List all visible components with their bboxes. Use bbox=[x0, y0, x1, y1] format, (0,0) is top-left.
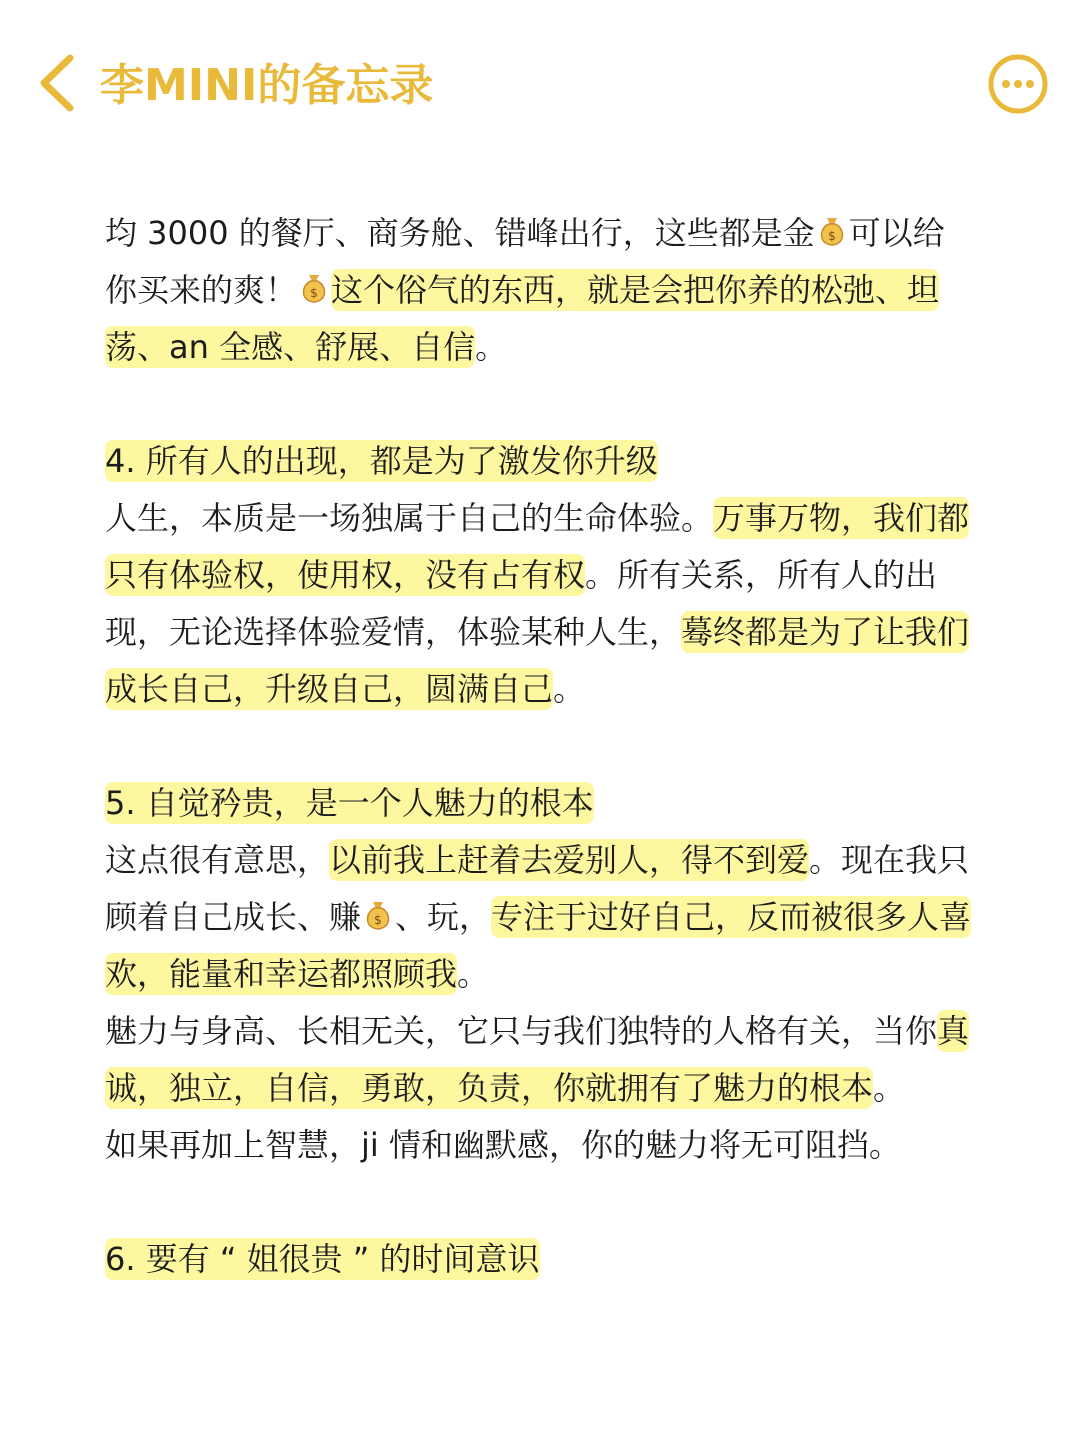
svg-text:$: $ bbox=[827, 229, 836, 243]
money-bag-icon bbox=[299, 271, 329, 305]
paragraph-charm bbox=[105, 1003, 975, 1117]
spacer bbox=[105, 718, 975, 775]
text-segment: 。 bbox=[873, 1069, 906, 1107]
page-title: 李MINI的备忘录 bbox=[100, 60, 434, 111]
money-bag-icon bbox=[363, 898, 393, 932]
text-segment: 、玩， bbox=[395, 898, 492, 936]
heading-text: 4. 所有人的出现，都是为了激发你升级 bbox=[105, 442, 658, 480]
paragraph-money bbox=[105, 205, 975, 376]
highlighted-text: 真诚，独立，自信，勇敢，负责，你就拥有了魅力的根本 bbox=[105, 1012, 970, 1107]
text-segment: 。现在我只顾着自己成长、赚 bbox=[105, 841, 970, 936]
text-segment: 。 bbox=[553, 670, 586, 708]
spacer bbox=[105, 1174, 975, 1231]
section-heading-5 bbox=[105, 775, 975, 832]
money-bag-icon bbox=[817, 214, 847, 248]
chevron-left-icon bbox=[34, 52, 80, 114]
section-heading-4 bbox=[105, 433, 975, 490]
spacer bbox=[105, 376, 975, 433]
text-segment: 。所有关系，所有人的出现，无论选择体验爱情，体验某种人生， bbox=[105, 556, 938, 651]
highlighted-text: 蓦终都是为了让我们成长自己，升级自己，圆满自己 bbox=[105, 613, 970, 708]
section-heading-6 bbox=[105, 1231, 975, 1288]
back-button[interactable] bbox=[34, 52, 80, 114]
text-segment: 可以给你买来的爽！ bbox=[105, 214, 945, 309]
heading-text: 6. 要有 “ 姐很贵 ” 的时间意识 bbox=[105, 1240, 540, 1278]
text-segment: 均 3000 的餐厅、商务舱、错峰出行，这些都是金 bbox=[105, 214, 815, 252]
paragraph-life bbox=[105, 490, 975, 718]
highlighted-text: 以前我上赶着去爱别人，得不到爱 bbox=[329, 841, 810, 879]
paragraph-self-value bbox=[105, 832, 975, 1003]
more-button[interactable] bbox=[986, 52, 1050, 116]
heading-text: 5. 自觉矜贵，是一个人魅力的根本 bbox=[105, 784, 594, 822]
highlighted-text: 这个俗气的东西，就是会把你养的松弛、坦荡、an 全感、舒展、自信 bbox=[105, 271, 940, 366]
svg-text:$: $ bbox=[374, 913, 382, 927]
svg-text:$: $ bbox=[310, 286, 318, 300]
memo-content bbox=[105, 205, 975, 1288]
paragraph-wisdom: 如果再加上智慧，ji 情和幽默感，你的魅力将无可阻挡。 bbox=[105, 1126, 901, 1164]
text-segment: 魅力与身高、长相无关，它只与我们独特的人格有关，当你 bbox=[105, 1012, 938, 1050]
text-segment: 。 bbox=[475, 328, 508, 366]
more-icon bbox=[986, 52, 1050, 116]
highlighted-text: 专注于过好自己，反而被很多人喜欢，能量和幸运都照顾我 bbox=[105, 898, 972, 993]
text-segment: 这点很有意思， bbox=[105, 841, 330, 879]
top-bar bbox=[0, 0, 1080, 170]
text-segment: 人生，本质是一场独属于自己的生命体验。 bbox=[105, 499, 714, 537]
highlighted-text: 万事万物，我们都只有体验权，使用权，没有占有权 bbox=[105, 499, 970, 594]
text-segment: 。 bbox=[457, 955, 490, 993]
